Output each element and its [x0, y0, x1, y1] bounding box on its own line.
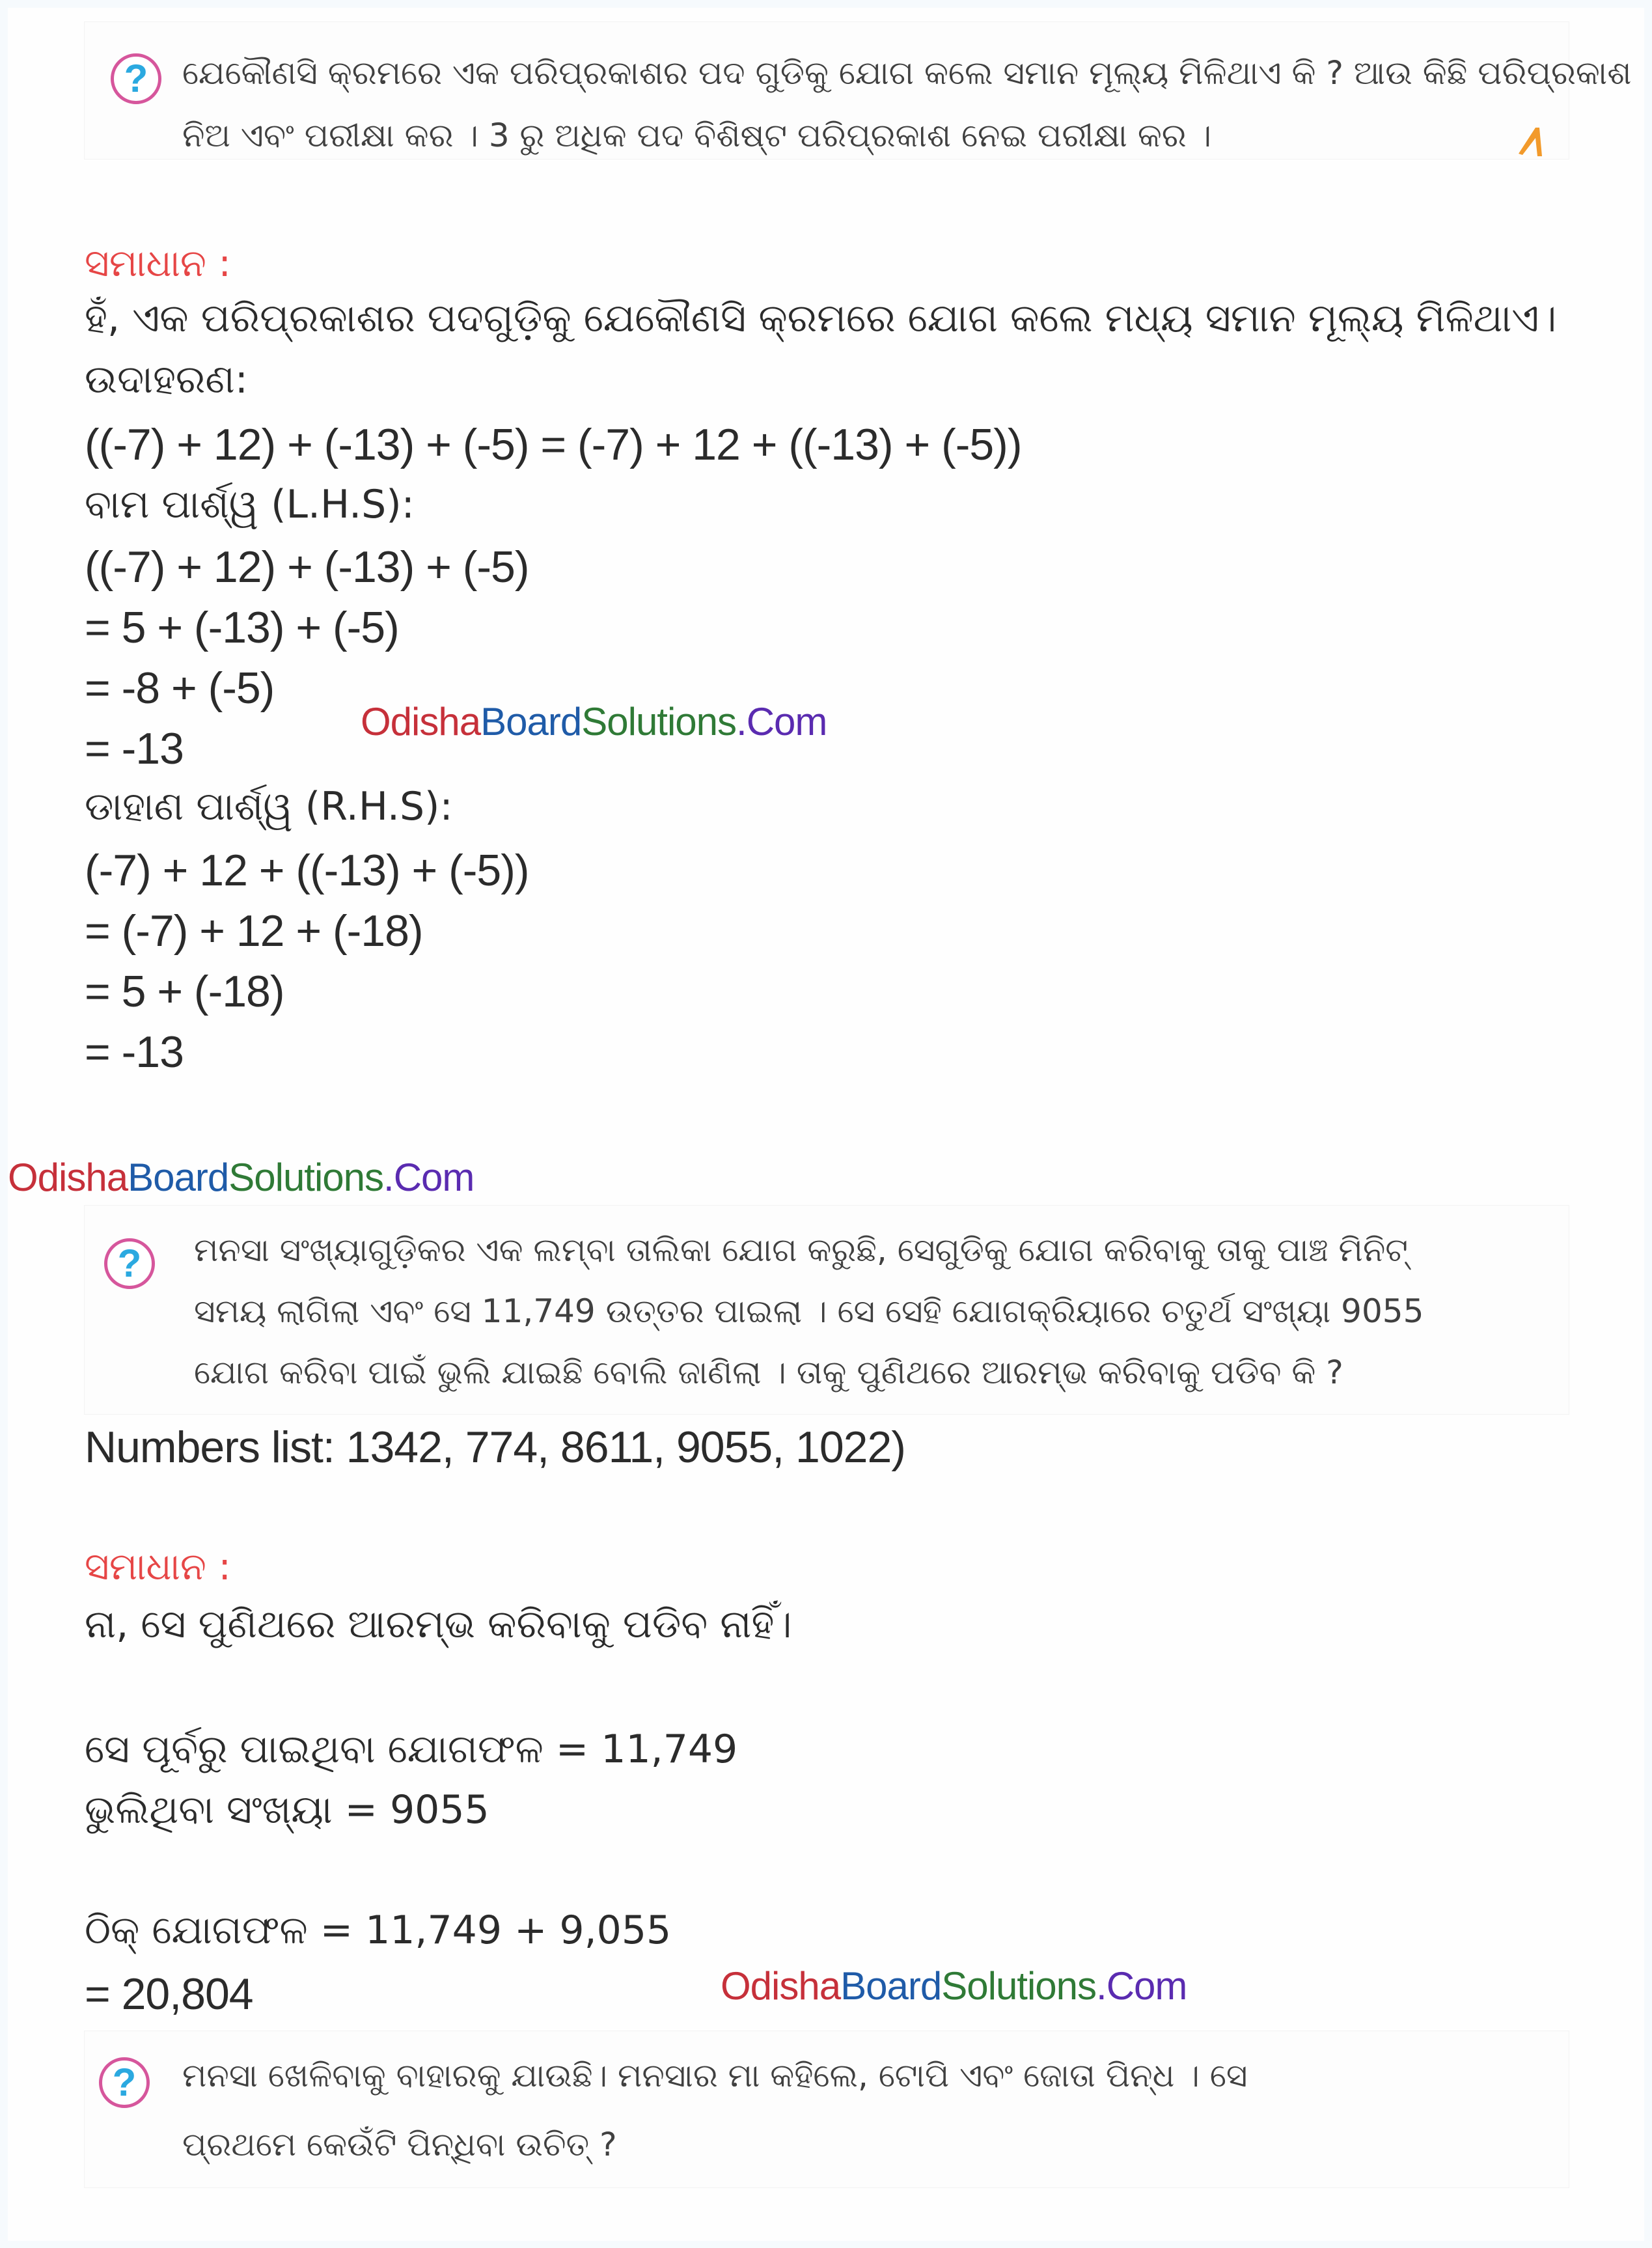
textbook-page — [8, 8, 1644, 2241]
rhs-step-4: = -13 — [85, 1027, 184, 1077]
solution-label-1: ସମାଧାନ : — [85, 241, 231, 285]
arrow-mark-icon — [1513, 120, 1552, 159]
lhs-step-1: ((-7) + 12) + (-13) + (-5) — [85, 542, 529, 592]
solution-1-answer: ହଁ, ଏକ ପରିପ୍ରକାଶର ପଦଗୁଡ଼ିକୁ ଯେକୌଣସି କ୍ରମରେ ଯୋଗ କଲେ ମଧ୍ୟ ସମାନ ମୂଲ୍ୟ ମିଳିଥାଏ। — [85, 296, 1557, 341]
question-3-line-1: ମନସା ଖେଳିବାକୁ ବାହାରକୁ ଯାଉଛି। ମନସାର ମା କହିଲେ, ଟୋପି ଏବଂ ଜୋତା ପିନ୍ଧ । ସେ — [182, 2057, 1248, 2094]
lhs-label: ବାମ ପାର୍ଶ୍ୱ (L.H.S): — [85, 482, 415, 527]
watermark-2: OdishaBoardSolutions.Com — [8, 1156, 475, 1199]
solution-label-2: ସମାଧାନ : — [85, 1544, 231, 1589]
numbers-list: Numbers list: 1342, 774, 8611, 9055, 1022) — [85, 1422, 905, 1472]
question-box-3 — [85, 2031, 1569, 2187]
watermark-1: OdishaBoardSolutions.Com — [361, 700, 827, 743]
lhs-step-3: = -8 + (-5) — [85, 663, 275, 713]
example-equation: ((-7) + 12) + (-13) + (-5) = (-7) + 12 + ((-13) + (-5)) — [85, 420, 1022, 469]
sum-result: = 20,804 — [85, 1969, 253, 2019]
lhs-step-2: = 5 + (-13) + (-5) — [85, 603, 399, 652]
question-box-2 — [85, 1206, 1569, 1414]
solution-2-answer: ନା, ସେ ପୁଣିଥରେ ଆରମ୍ଭ କରିବାକୁ ପଡିବ ନାହିଁ। — [85, 1602, 792, 1647]
previous-sum: ସେ ପୂର୍ବରୁ ପାଇଥିବା ଯୋଗଫଳ = 11,749 — [85, 1727, 738, 1772]
question-box-1 — [85, 22, 1632, 159]
question-mark-icon: ? — [104, 1238, 155, 1289]
lhs-step-4: = -13 — [85, 724, 184, 773]
watermark-3: OdishaBoardSolutions.Com — [721, 1964, 1187, 2008]
question-1-line-1: ଯେକୌଣସି କ୍ରମରେ ଏକ ପରିପ୍ରକାଶର ପଦ ଗୁଡିକୁ ଯୋଗ କଲେ ସମାନ ମୂଲ୍ୟ ମିଳିଥାଏ କି ? ଆଉ କିଛି ପରିପ୍ରକାଶ — [182, 54, 1632, 92]
question-mark-icon: ? — [99, 2057, 150, 2108]
question-2-line-3: ଯୋଗ କରିବା ପାଇଁ ଭୁଲି ଯାଇଛି ବୋଲି ଜାଣିଲା । ତାକୁ ପୁଣିଥରେ ଆରମ୍ଭ କରିବାକୁ ପଡିବ କି ? — [194, 1353, 1343, 1391]
forgotten-number: ଭୁଲିଥିବା ସଂଖ୍ୟା = 9055 — [85, 1787, 489, 1833]
question-mark-icon: ? — [111, 53, 161, 104]
example-label: ଉଦାହରଣ: — [85, 357, 248, 402]
rhs-step-3: = 5 + (-18) — [85, 967, 284, 1016]
correct-sum: ଠିକ୍ ଯୋଗଫଳ = 11,749 + 9,055 — [85, 1908, 672, 1953]
rhs-step-1: (-7) + 12 + ((-13) + (-5)) — [85, 846, 529, 895]
rhs-step-2: = (-7) + 12 + (-18) — [85, 906, 423, 956]
question-2-line-1: ମନସା ସଂଖ୍ୟାଗୁଡ଼ିକର ଏକ ଲମ୍ବା ତାଲିକା ଯୋଗ କରୁଛି, ସେଗୁଡିକୁ ଯୋଗ କରିବାକୁ ତାକୁ ପାଞ୍ଚ ମିନିଟ୍ — [194, 1231, 1408, 1269]
question-3-line-2: ପ୍ରଥମେ କେଉଁଟି ପିନ୍ଧିବା ଉଚିତ୍ ? — [182, 2126, 617, 2163]
question-2-line-2: ସମୟ ଲାଗିଲା ଏବଂ ସେ 11,749 ଉତ୍ତର ପାଇଲା । ସେ ସେହି ଯୋଗକ୍ରିୟାରେ ଚତୁର୍ଥ ସଂଖ୍ୟା 9055 — [194, 1292, 1424, 1330]
question-1-line-2: ନିଅ ଏବଂ ପରୀକ୍ଷା କର । 3 ରୁ ଅଧିକ ପଦ ବିଶିଷ୍ଟ ପରିପ୍ରକାଶ ନେଇ ପରୀକ୍ଷା କର । — [182, 117, 1212, 154]
rhs-label: ଡାହାଣ ପାର୍ଶ୍ୱ (R.H.S): — [85, 784, 453, 829]
